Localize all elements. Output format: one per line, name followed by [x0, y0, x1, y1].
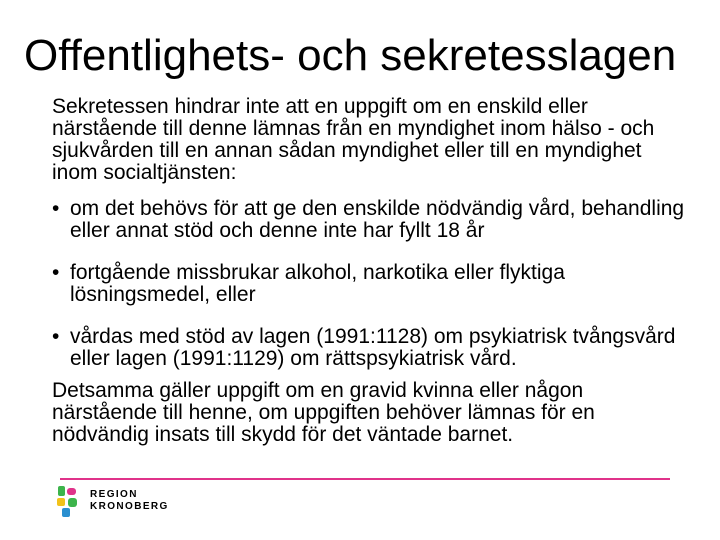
region-kronoberg-emblem-icon [56, 484, 82, 518]
logo-text [90, 489, 169, 513]
bullet-item [52, 262, 692, 306]
bullet-text: vårdas med stöd av lagen (1991:1128) om psykiatrisk tvångsvård eller lagen (1991:1129) om rättspsykiatrisk vård. [70, 325, 676, 370]
intro-paragraph: Sekretessen hindrar inte att en uppgift om en enskild eller närstående till denne lämnas från en myndighet inom hälso - och sjukvården till en annan sådan myndighet eller till en myndighet inom socialtjänsten: [52, 95, 655, 184]
bullet-dot: • [52, 325, 60, 348]
logo-line-1: REGION [90, 489, 138, 500]
bullet-item [52, 198, 692, 242]
region-kronoberg-logo [56, 484, 169, 518]
bullet-dot: • [52, 261, 60, 284]
bullet-dot: • [52, 197, 60, 220]
bullet-text: fortgående missbrukar alkohol, narkotika eller flyktiga lösningsmedel, eller [70, 261, 565, 306]
slide-body [52, 96, 692, 446]
bullet-text: om det behövs för att ge den enskilde nödvändig vård, behandling eller annat stöd och denne inte har fyllt 18 år [70, 197, 685, 242]
bullet-item [52, 326, 692, 370]
footer-divider [60, 478, 670, 480]
closing-paragraph: Detsamma gäller uppgift om en gravid kvinna eller någon närstående till henne, om uppgiften behöver lämnas för en nödvändig insats till skydd för det väntade barnet. [52, 379, 595, 446]
logo-line-2: KRONOBERG [90, 501, 169, 512]
slide-title: Offentlighets- och sekretesslagen [24, 31, 677, 80]
